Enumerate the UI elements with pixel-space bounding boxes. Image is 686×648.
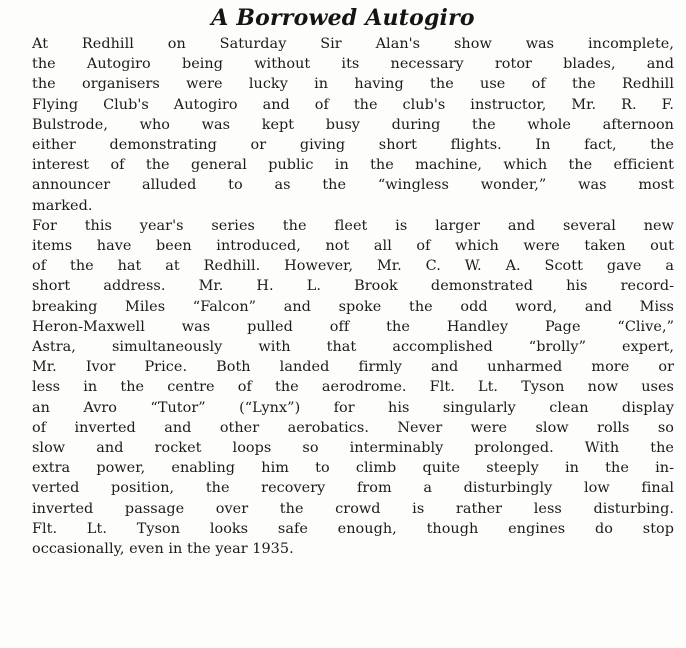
text-line: an Avro “Tutor” (“Lynx”) for his singularly clean display — [32, 399, 674, 416]
text-line: the organisers were lucky in having the use of the Redhill — [32, 76, 674, 93]
text-line: Mr. Ivor Price. Both landed firmly and unharmed more or — [32, 359, 674, 376]
text-line: Heron-Maxwell was pulled off the Handley Page “Clive,” — [32, 318, 674, 335]
text-line: interest of the general public in the machine, which the efficient — [32, 157, 674, 174]
text-line: verted position, the recovery from a disturbingly low final — [32, 480, 674, 497]
text-line: Flt. Lt. Tyson looks safe enough, though engines do stop — [32, 520, 674, 537]
text-line: occasionally, even in the year 1935. — [32, 541, 294, 558]
text-line: slow and rocket loops so interminably prolonged. With the — [32, 440, 674, 457]
text-line: the Autogiro being without its necessary rotor blades, and — [32, 56, 674, 73]
article-paragraph-1 — [32, 34, 674, 216]
article-paragraph-2 — [32, 216, 674, 559]
text-line: short address. Mr. H. L. Brook demonstrated his record- — [32, 278, 674, 295]
text-line: items have been introduced, not all of which were taken out — [32, 238, 674, 255]
text-line: Flying Club's Autogiro and of the club's instructor, Mr. R. F. — [32, 96, 674, 113]
text-line: of inverted and other aerobatics. Never were slow rolls so — [32, 419, 674, 436]
text-line: For this year's series the fleet is larger and several new — [32, 217, 674, 234]
text-line: of the hat at Redhill. However, Mr. C. W. A. Scott gave a — [32, 258, 674, 275]
article-headline: A Borrowed Autogiro — [211, 5, 475, 31]
text-line: less in the centre of the aerodrome. Flt. Lt. Tyson now uses — [32, 379, 674, 396]
text-line: extra power, enabling him to climb quite steeply in the in- — [32, 460, 674, 477]
text-line: breaking Miles “Falcon” and spoke the odd word, and Miss — [32, 298, 674, 315]
text-line: marked. — [32, 197, 93, 214]
text-line: At Redhill on Saturday Sir Alan's show was incomplete, — [32, 36, 674, 52]
text-line: either demonstrating or giving short flights. In fact, the — [32, 137, 674, 154]
text-line: Astra, simultaneously with that accomplished “brolly” expert, — [32, 339, 674, 356]
text-line: Bulstrode, who was kept busy during the whole afternoon — [32, 116, 674, 133]
text-line: inverted passage over the crowd is rather less disturbing. — [32, 500, 674, 517]
text-line: announcer alluded to as the “wingless wonder,” was most — [32, 177, 674, 194]
